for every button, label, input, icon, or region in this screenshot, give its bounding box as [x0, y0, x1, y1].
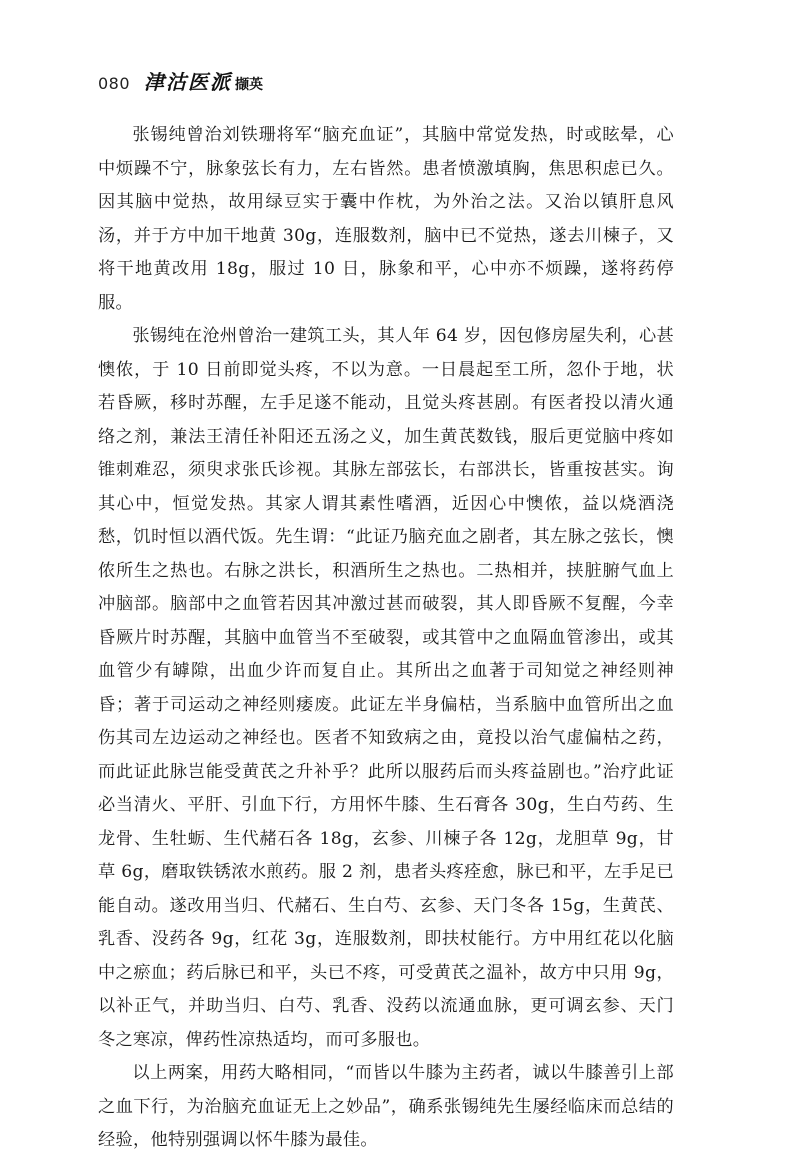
body-text: [98, 119, 674, 1158]
page-number: 080: [98, 74, 131, 93]
running-header: [98, 66, 263, 94]
paragraph-summary: 以上两案，用药大略相同，“而皆以牛膝为主药者，诚以牛膝善引上部之血下行，为治脑充血证无上之妙品”，确系张锡纯先生屡经临床而总结的经验，他特别强调以怀牛膝为最佳。: [98, 1063, 674, 1150]
book-subtitle: 撷英: [235, 77, 264, 93]
paragraph-case-one: 张锡纯曾治刘铁珊将军“脑充血证”，其脑中常觉发热，时或眩晕，心中烦躁不宁，脉象弦长有力，左右皆然。患者愤激填胸，焦思积虑已久。因其脑中觉热，故用绿豆实于囊中作枕，为外治之法。又治以镇肝息风汤，并于方中加干地黄 30g，连服数剂，脑中已不觉热，遂去川楝子，又将干地黄改用 18g，服过 10 日，脉象和平，心中亦不烦躁，遂将药停服。: [98, 125, 674, 313]
paragraph-case-two: 张锡纯在沧州曾治一建筑工头，其人年 64 岁，因包修房屋失利，心甚懊侬，于 10 日前即觉头疼，不以为意。一日晨起至工所，忽仆于地，状若昏厥，移时苏醒，左手足遂不能动，且觉头疼甚剧。有医者投以清火通络之剂，兼法王清任补阳还五汤之义，加生黄芪数钱，服后更觉脑中疼如锥刺难忍，须臾求张氏诊视。其脉左部弦长，右部洪长，皆重按甚实。询其心中，恒觉发热。其家人谓其素性嗜酒，近因心中懊侬，益以烧酒浇愁，饥时恒以酒代饭。先生谓：“此证乃脑充血之剧者，其左脉之弦长，懊侬所生之热也。右脉之洪长，积酒所生之热也。二热相并，挟脏腑气血上冲脑部。脑部中之血管若因其冲激过甚而破裂，其人即昏厥不复醒，今幸昏厥片时苏醒，其脑中血管当不至破裂，或其管中之血隔血管渗出，或其血管少有罅隙，出血少许而复自止。其所出之血著于司知觉之神经则神昏；著于司运动之神经则痿废。此证左半身偏枯，当系脑中血管所出之血伤其司左边运动之神经也。医者不知致病之由，竟投以治气虚偏枯之药，而此证此脉岂能受黄芪之升补乎？此所以服药后而头疼益剧也。”治疗此证必当清火、平肝、引血下行，方用怀牛膝、生石膏各 30g，生白芍药、生龙骨、生牡蛎、生代赭石各 18g，玄参、川楝子各 12g，龙胆草 9g，甘草 6g，磨取铁锈浓水煎药。服 2 剂，患者头疼痊愈，脉已和平，左手足已能自动。遂改用当归、代赭石、生白芍、玄参、天门冬各 15g，生黄芪、乳香、没药各 9g，红花 3g，连服数剂，即扶杖能行。方中用红花以化脑中之瘀血；药后脉已和平，头已不疼，可受黄芪之温补，故方中只用 9g，以补正气，并助当归、白芍、乳香、没药以流通血脉，更可调玄参、天门冬之寒凉，俾药性凉热适均，而可多服也。: [98, 326, 674, 1050]
book-title: 津沽医派: [144, 70, 233, 94]
